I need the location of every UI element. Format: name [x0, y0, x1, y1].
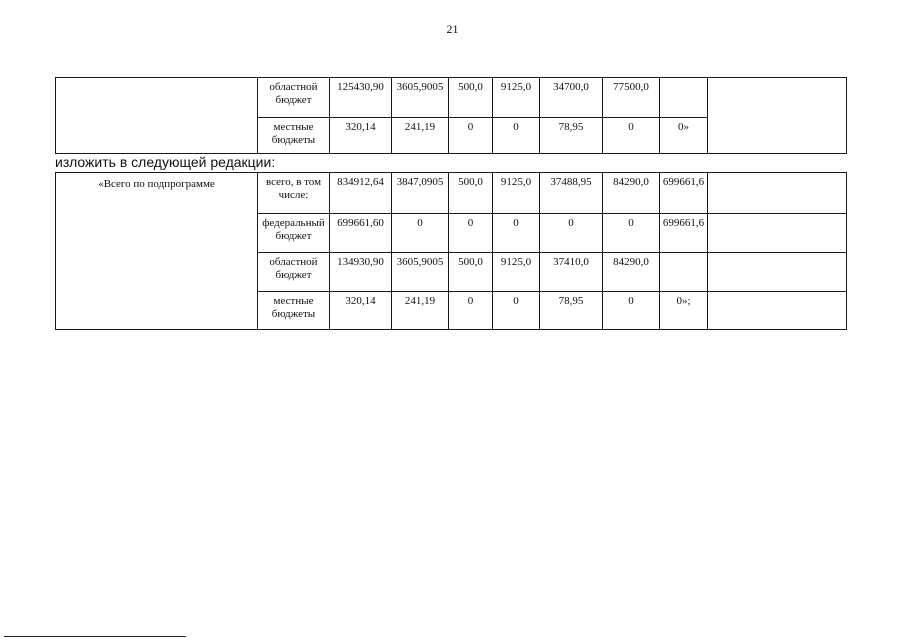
- value-cell: 241,19: [392, 292, 449, 330]
- value-cell: 0: [603, 118, 660, 154]
- extra-cell: [708, 173, 847, 214]
- value-cell: 9125,0: [493, 78, 540, 118]
- value-cell: 0: [392, 214, 449, 253]
- value-cell: 0: [493, 118, 540, 154]
- value-cell: 0: [603, 292, 660, 330]
- value-cell: 0: [540, 214, 603, 253]
- extra-cell: [708, 292, 847, 330]
- value-cell: 0»;: [660, 292, 708, 330]
- value-cell: 0: [449, 118, 493, 154]
- value-cell: 78,95: [540, 118, 603, 154]
- value-cell: 699661,6: [660, 173, 708, 214]
- value-cell: 0: [493, 292, 540, 330]
- value-cell: 84290,0: [603, 253, 660, 292]
- value-cell: 834912,64: [330, 173, 392, 214]
- value-cell: 0: [603, 214, 660, 253]
- value-cell: 37410,0: [540, 253, 603, 292]
- value-cell: 3605,9005: [392, 253, 449, 292]
- value-cell: 9125,0: [493, 173, 540, 214]
- value-cell: 0: [493, 214, 540, 253]
- value-cell: 320,14: [330, 292, 392, 330]
- value-cell: 3605,9005: [392, 78, 449, 118]
- value-cell: [660, 78, 708, 118]
- extra-cell: [708, 253, 847, 292]
- table-row: [56, 173, 847, 214]
- value-cell: 3847,0905: [392, 173, 449, 214]
- value-cell: 77500,0: [603, 78, 660, 118]
- budget-type-label: федеральный бюджет: [258, 214, 330, 253]
- value-cell: 78,95: [540, 292, 603, 330]
- budget-table-new: [55, 172, 847, 330]
- value-cell: 9125,0: [493, 253, 540, 292]
- subprogram-total-title: «Всего по подпрограмме: [56, 173, 258, 330]
- table-row: [56, 78, 847, 118]
- value-cell: 34700,0: [540, 78, 603, 118]
- value-cell: 125430,90: [330, 78, 392, 118]
- value-cell: 0: [449, 292, 493, 330]
- amendment-instruction: изложить в следующей редакции:: [55, 154, 276, 170]
- row-title-cell: [56, 78, 258, 154]
- budget-type-label: местные бюджеты: [258, 118, 330, 154]
- value-cell: [660, 253, 708, 292]
- value-cell: 0: [449, 214, 493, 253]
- budget-type-label: областной бюджет: [258, 253, 330, 292]
- extra-cell: [708, 78, 847, 154]
- budget-type-label: областной бюджет: [258, 78, 330, 118]
- value-cell: 84290,0: [603, 173, 660, 214]
- value-cell: 320,14: [330, 118, 392, 154]
- value-cell: 500,0: [449, 173, 493, 214]
- budget-table-previous: [55, 77, 847, 154]
- value-cell: 500,0: [449, 253, 493, 292]
- value-cell: 699661,60: [330, 214, 392, 253]
- extra-cell: [708, 214, 847, 253]
- value-cell: 0»: [660, 118, 708, 154]
- value-cell: 500,0: [449, 78, 493, 118]
- value-cell: 37488,95: [540, 173, 603, 214]
- budget-type-label: всего, в том числе:: [258, 173, 330, 214]
- budget-type-label: местные бюджеты: [258, 292, 330, 330]
- value-cell: 241,19: [392, 118, 449, 154]
- page-number: 21: [446, 22, 459, 36]
- value-cell: 134930,90: [330, 253, 392, 292]
- value-cell: 699661,6: [660, 214, 708, 253]
- footnote-separator-line: [4, 636, 186, 637]
